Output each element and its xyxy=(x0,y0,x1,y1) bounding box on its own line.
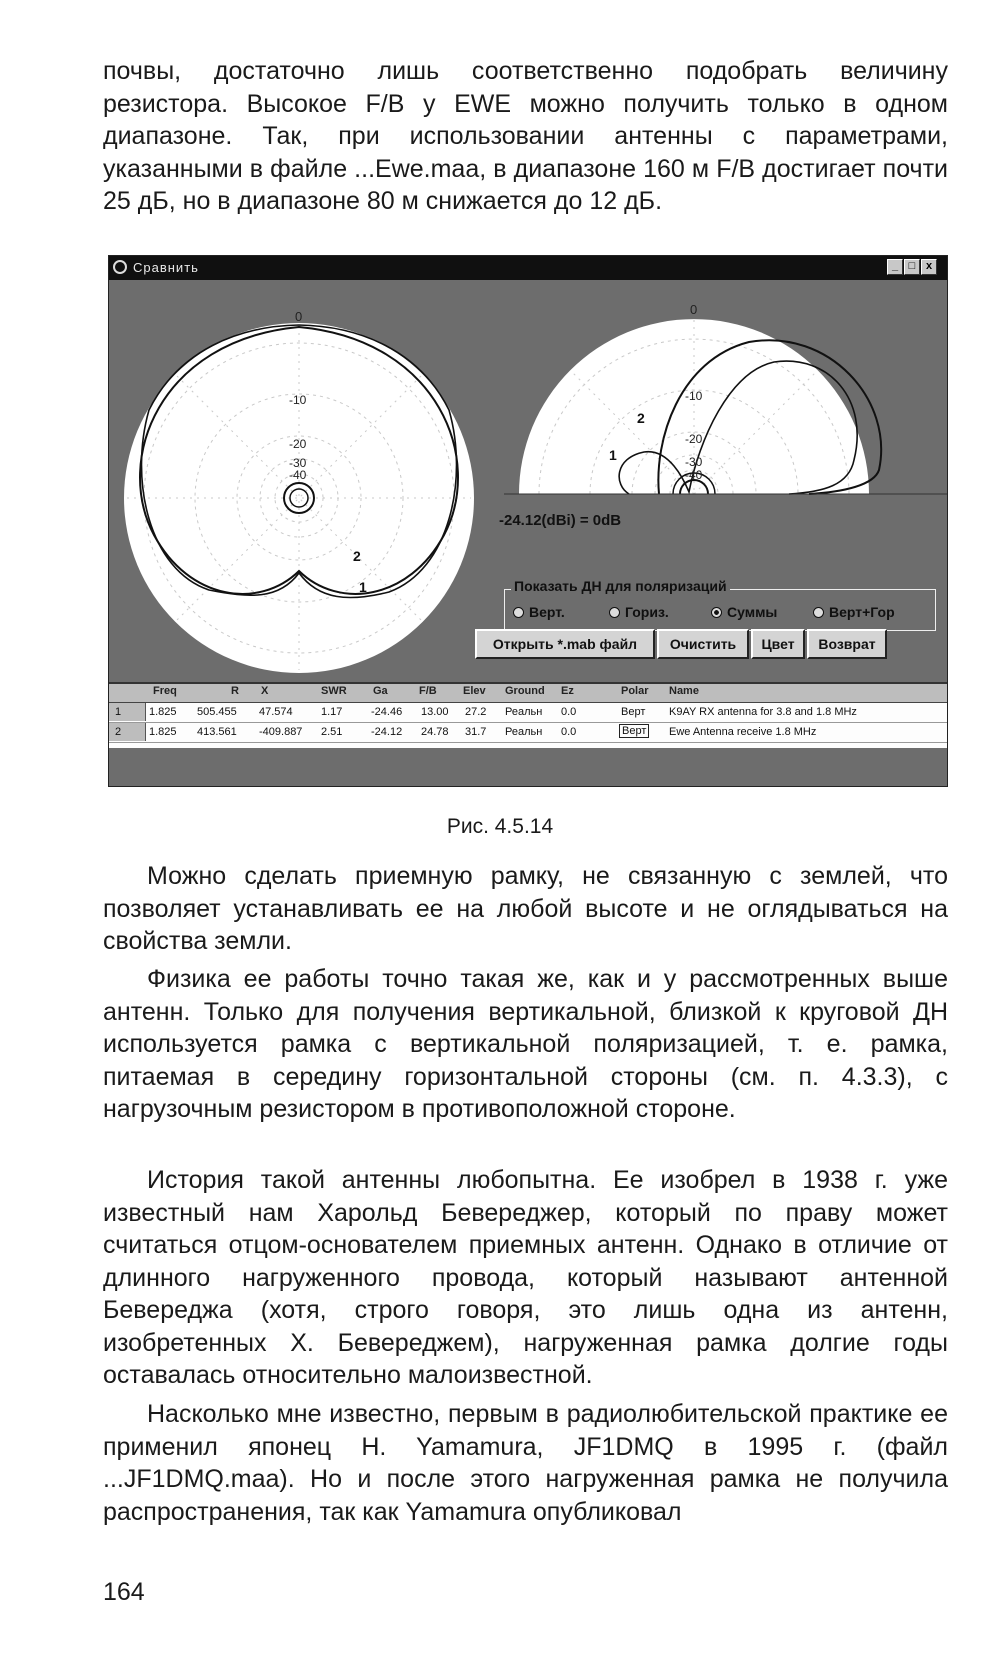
col-r: R xyxy=(231,685,239,697)
el-ring-40: -40 xyxy=(685,468,703,482)
polarization-group xyxy=(504,578,936,631)
paragraph-intro: почвы, достаточно лишь соответственно подобрать величину резистора. Высокое F/B у EWE можно получить только в одном диапазоне. Так, при использовании антенны с параметрами, указанными в файле ...Ewe.maa, в диапазоне 160 м F/B достигает почти 25 дБ, но в диапазоне 80 м снижается до 12 дБ. xyxy=(103,57,948,215)
color-button[interactable]: Цвет xyxy=(751,629,805,659)
radio-vertical[interactable]: Верт. xyxy=(513,604,565,620)
maximize-button[interactable]: □ xyxy=(904,259,920,275)
el-ring-10: -10 xyxy=(685,389,703,403)
results-table xyxy=(109,682,947,748)
el-ring-30: -30 xyxy=(685,455,703,469)
table-header xyxy=(109,684,947,703)
app-icon xyxy=(113,260,127,274)
col-ez: Ez xyxy=(561,685,574,697)
open-mab-file-button[interactable]: Открыть *.mab файл xyxy=(475,629,655,659)
el-ring-0: 0 xyxy=(690,302,698,317)
col-x: X xyxy=(261,685,269,697)
clear-button[interactable]: Очистить xyxy=(657,629,749,659)
az-ring-20: -20 xyxy=(289,437,307,451)
radio-horizontal[interactable]: Гориз. xyxy=(609,604,669,620)
col-elev: Elev xyxy=(463,685,486,697)
figure-caption: Рис. 4.5.14 xyxy=(446,815,554,838)
table-row[interactable]: 2 1.825 413.561 -409.887 2.51 -24.12 24.78 31.7 Реальн 0.0 Верт Ewe Antenna receive 1.8 MHz xyxy=(109,723,947,743)
page-number: 164 xyxy=(103,1578,145,1606)
col-swr: SWR xyxy=(321,685,347,697)
paragraph-physics: Физика ее работы точно такая же, как и у рассмотренных выше антенн. Только для получения вертикальной, близкой к круговой ДН используется рамка с вертикальной поляризацией, т. е. рамка, питаемая в середину горизонтальной стороны (см. п. 4.3.3), с нагрузочным резистором в противоположной стороне. xyxy=(103,965,948,1123)
az-ring-10: -10 xyxy=(289,393,307,407)
radio-vert-horiz[interactable]: Верт+Гор xyxy=(813,604,895,620)
radio-sum[interactable]: Суммы xyxy=(711,604,777,620)
window-title: Сравнить xyxy=(133,260,199,275)
paragraph-receiving-loop: Можно сделать приемную рамку, не связанную с землей, что позволяет устанавливать ее на любой высоте и не оглядываться на свойства земли. xyxy=(103,862,948,955)
gain-reference: -24.12(dBi) = 0dB xyxy=(499,512,622,529)
return-button[interactable]: Возврат xyxy=(807,629,887,659)
window-titlebar xyxy=(109,256,947,280)
col-ground: Ground xyxy=(505,685,545,697)
az-curve-label-2: 2 xyxy=(353,548,361,564)
col-ga: Ga xyxy=(373,685,388,697)
close-button[interactable]: x xyxy=(921,259,937,275)
el-curve-label-2: 2 xyxy=(637,410,645,426)
el-curve-label-1: 1 xyxy=(609,447,617,463)
paragraph-history: История такой антенны любопытна. Ее изобрел в 1938 г. уже известный нам Харольд Бевереджер, который по праву может считаться отцом-основателем приемных антенн. Однако в отличие от длинного нагруженного провода, который называют антенной Бевереджа (хотя, строго говоря, это лишь одна из антенн, изобретенных Х. Бевереджем), нагруженная рамка долгие годы оставалась относительно малоизвестной. xyxy=(103,1166,948,1389)
paragraph-yamamura: Насколько мне известно, первым в радиолюбительской практике ее применил японец H. Yamamura, JF1DMQ в 1995 г. (файл ...JF1DMQ.maa). Но и после этого нагруженная рамка не получила распространения, так как Yamamura опубликовал xyxy=(103,1400,948,1526)
el-ring-20: -20 xyxy=(685,432,703,446)
polarization-title: Показать ДН для поляризаций xyxy=(511,578,730,594)
col-polar: Polar xyxy=(621,685,649,697)
col-name: Name xyxy=(669,685,699,697)
col-freq: Freq xyxy=(153,685,177,697)
azimuth-plot xyxy=(124,309,474,673)
col-fb: F/B xyxy=(419,685,437,697)
elevation-plot xyxy=(499,302,948,529)
table-row[interactable]: 1 1.825 505.455 47.574 1.17 -24.46 13.00 27.2 Реальн 0.0 Верт K9AY RX antenna for 3.8 and 1.8 MHz xyxy=(109,703,947,723)
az-curve-label-1: 1 xyxy=(359,579,367,595)
az-ring-40: -40 xyxy=(289,468,307,482)
az-ring-30: -30 xyxy=(289,456,307,470)
az-ring-0: 0 xyxy=(295,309,303,324)
compare-window xyxy=(108,255,948,787)
minimize-button[interactable]: _ xyxy=(887,259,903,275)
